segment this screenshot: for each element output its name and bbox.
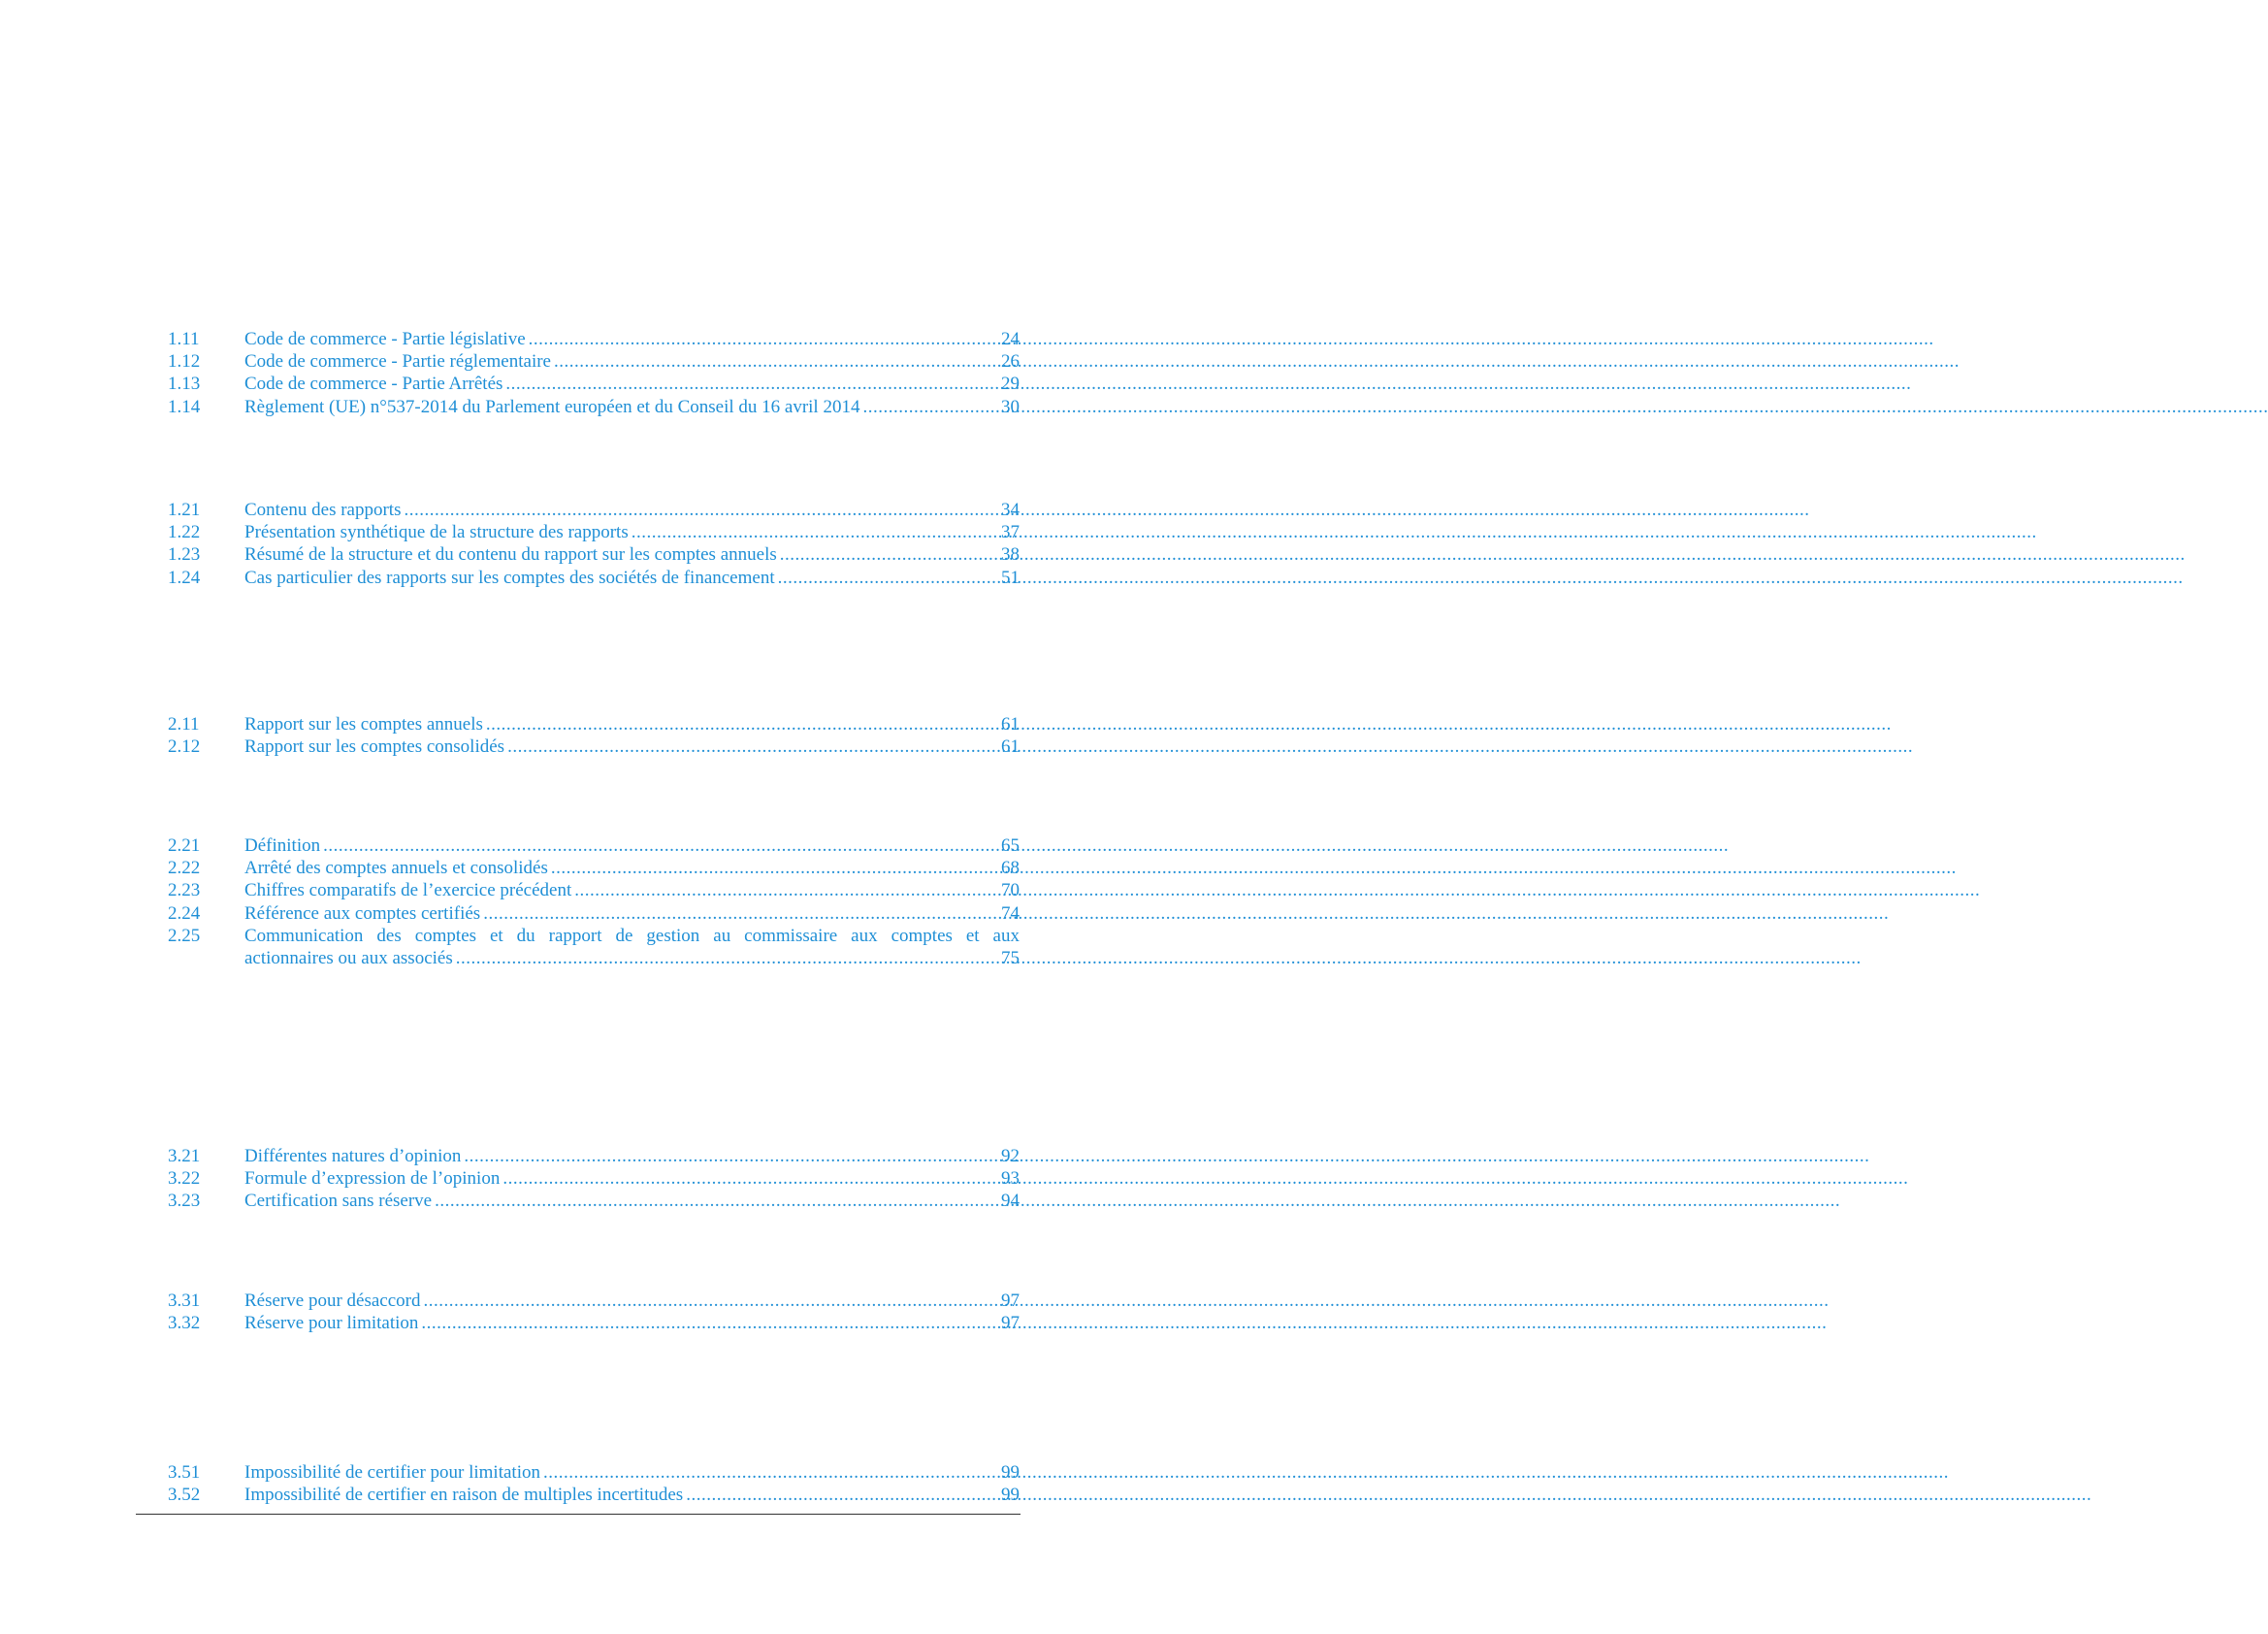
- toc-entry-page: 65: [1001, 835, 1020, 856]
- toc-entry[interactable]: [168, 857, 1020, 879]
- toc-entry-page: 61: [1001, 714, 1020, 735]
- toc-entry-page: 29: [1001, 374, 1020, 395]
- dot-leader: [323, 834, 998, 857]
- toc-entry[interactable]: [168, 1484, 1020, 1506]
- toc-entry[interactable]: [168, 879, 1020, 901]
- dot-leader: [435, 1190, 998, 1212]
- dot-leader: [404, 499, 998, 521]
- toc-entry[interactable]: [168, 713, 1020, 735]
- toc-entry[interactable]: [168, 499, 1020, 521]
- toc-section-1-1: [168, 328, 1020, 418]
- dot-leader: [686, 1484, 998, 1506]
- toc-entry-page: 97: [1001, 1291, 1020, 1311]
- toc-entry-number: 2.12: [168, 736, 201, 758]
- toc-entry-title: Rapport sur les comptes annuels: [244, 714, 483, 735]
- toc-entry-number: 1.21: [168, 500, 201, 520]
- dot-leader: [780, 543, 998, 566]
- toc-entry[interactable]: [168, 902, 1020, 925]
- toc-entry-page: 30: [1001, 396, 1020, 417]
- toc-entry-number: 3.22: [168, 1168, 201, 1190]
- toc-entry-number: 3.51: [168, 1462, 201, 1483]
- dot-leader: [423, 1290, 998, 1312]
- toc-section-2-1: [168, 713, 1020, 758]
- dot-leader: [502, 1167, 998, 1190]
- dot-leader: [632, 521, 998, 543]
- toc-entry-page: 51: [1001, 567, 1020, 588]
- toc-entry-title: Arrêté des comptes annuels et consolidés: [244, 858, 548, 879]
- toc-entry[interactable]: [168, 1145, 1020, 1167]
- toc-entry-page: 38: [1001, 544, 1020, 566]
- toc-entry-page: 37: [1001, 522, 1020, 543]
- dot-leader: [507, 735, 998, 758]
- toc-entry-title-continued: actionnaires ou aux associés: [244, 948, 453, 968]
- toc-entry[interactable]: [168, 735, 1020, 758]
- dot-leader: [551, 857, 998, 879]
- toc-entry[interactable]: [168, 373, 1020, 395]
- toc-entry-number: 3.23: [168, 1191, 201, 1212]
- toc-entry-title: Formule d’expression de l’opinion: [244, 1168, 501, 1190]
- toc-entry[interactable]: [168, 1290, 1020, 1312]
- dot-leader: [862, 396, 998, 418]
- toc-entry-title: Présentation synthétique de la structure des rapports: [244, 522, 629, 543]
- toc-entry-title: Certification sans réserve: [244, 1191, 433, 1212]
- toc-entry-title: Impossibilité de certifier pour limitation: [244, 1462, 540, 1483]
- toc-entry-page: 26: [1001, 351, 1020, 373]
- dot-leader: [574, 879, 998, 901]
- toc-entry[interactable]: [168, 521, 1020, 543]
- dot-leader: [486, 713, 998, 735]
- toc-entry-number: 1.13: [168, 374, 201, 395]
- toc-entry[interactable]: [168, 567, 1020, 589]
- toc-entry-number: 2.11: [168, 714, 200, 735]
- dot-leader: [529, 328, 998, 350]
- toc-entry-title: Résumé de la structure et du contenu du rapport sur les comptes annuels: [244, 544, 777, 566]
- toc-entry[interactable]: [168, 1461, 1020, 1484]
- toc-entry[interactable]: [168, 925, 1020, 969]
- dot-leader: [464, 1145, 998, 1167]
- toc-entry-title: Réserve pour limitation: [244, 1313, 419, 1334]
- toc-entry-title: Définition: [244, 835, 321, 856]
- toc-entry-number: 1.11: [168, 329, 200, 349]
- dot-leader: [421, 1312, 998, 1334]
- toc-entry-page: 99: [1001, 1462, 1020, 1483]
- toc-entry-page: 97: [1001, 1313, 1020, 1334]
- toc-entry-number: 1.24: [168, 567, 201, 588]
- toc-section-3-3: [168, 1290, 1020, 1334]
- toc-entry-title: Rapport sur les comptes consolidés: [244, 736, 505, 758]
- toc-entry-title: Chiffres comparatifs de l’exercice précédent: [244, 880, 572, 901]
- toc-entry[interactable]: [168, 834, 1020, 857]
- toc-section-3-5: [168, 1461, 1020, 1506]
- dot-leader: [505, 373, 998, 395]
- toc-entry[interactable]: [168, 1167, 1020, 1190]
- toc-entry[interactable]: [168, 1312, 1020, 1334]
- toc-entry[interactable]: [168, 396, 1020, 418]
- toc-entry-number: 3.21: [168, 1146, 201, 1166]
- toc-entry-page: 75: [1001, 948, 1020, 968]
- toc-entry[interactable]: [168, 350, 1020, 373]
- toc-section-2-2: [168, 834, 1020, 969]
- toc-entry-title: Réserve pour désaccord: [244, 1291, 421, 1311]
- toc-entry-page: 24: [1001, 329, 1020, 349]
- dot-leader: [554, 350, 998, 373]
- toc-entry-title: Cas particulier des rapports sur les comptes des sociétés de financement: [244, 567, 775, 588]
- toc-entry-number: 1.22: [168, 522, 201, 543]
- toc-entry-page: 94: [1001, 1191, 1020, 1212]
- toc-entry-number: 2.24: [168, 902, 201, 924]
- toc-entry-title: Contenu des rapports: [244, 500, 402, 520]
- toc-entry-title: Différentes natures d’opinion: [244, 1146, 462, 1166]
- toc-entry-number: 2.21: [168, 835, 201, 856]
- toc-entry-number: 1.12: [168, 351, 201, 373]
- toc-entry-page: 99: [1001, 1485, 1020, 1506]
- toc-entry-title: Code de commerce - Partie réglementaire: [244, 351, 551, 373]
- toc-entry-page: 61: [1001, 736, 1020, 758]
- toc-entry-title: Règlement (UE) n°537-2014 du Parlement européen et du Conseil du 16 avril 2014: [244, 396, 860, 417]
- dot-leader: [483, 902, 998, 925]
- toc-entry-title: Code de commerce - Partie législative: [244, 329, 526, 349]
- toc-entry-number: 2.22: [168, 858, 201, 879]
- toc-entry-number: 3.31: [168, 1291, 201, 1311]
- toc-entry-page: 68: [1001, 858, 1020, 879]
- toc-entry-number: 1.14: [168, 396, 201, 417]
- toc-entry-page: 93: [1001, 1168, 1020, 1190]
- toc-entry-page: 92: [1001, 1146, 1020, 1166]
- toc-entry-page: 34: [1001, 500, 1020, 520]
- toc-section-3-2: [168, 1145, 1020, 1213]
- toc-entry[interactable]: [168, 328, 1020, 350]
- toc-entry-number: 3.52: [168, 1485, 201, 1506]
- dot-leader: [543, 1461, 998, 1484]
- toc-section-1-2: [168, 499, 1020, 589]
- dot-leader: [456, 947, 998, 969]
- toc-entry-number: 2.23: [168, 880, 201, 901]
- toc-entry-page: 74: [1001, 902, 1020, 924]
- bottom-divider: [136, 1514, 1021, 1515]
- toc-entry-title: Référence aux comptes certifiés: [244, 902, 481, 924]
- toc-entry-number: 3.32: [168, 1313, 201, 1334]
- toc-entry-title: Communication des comptes et du rapport de gestion au commissaire aux comptes et aux: [244, 925, 1020, 946]
- toc-entry-title: Code de commerce - Partie Arrêtés: [244, 374, 503, 395]
- toc-entry-page: 70: [1001, 880, 1020, 901]
- toc-entry-number: 2.25: [168, 925, 201, 946]
- toc-entry[interactable]: [168, 543, 1020, 566]
- toc-entry-number: 1.23: [168, 544, 201, 566]
- toc-entry[interactable]: [168, 1190, 1020, 1212]
- toc-entry-title: Impossibilité de certifier en raison de multiples incertitudes: [244, 1485, 684, 1506]
- dot-leader: [778, 567, 998, 589]
